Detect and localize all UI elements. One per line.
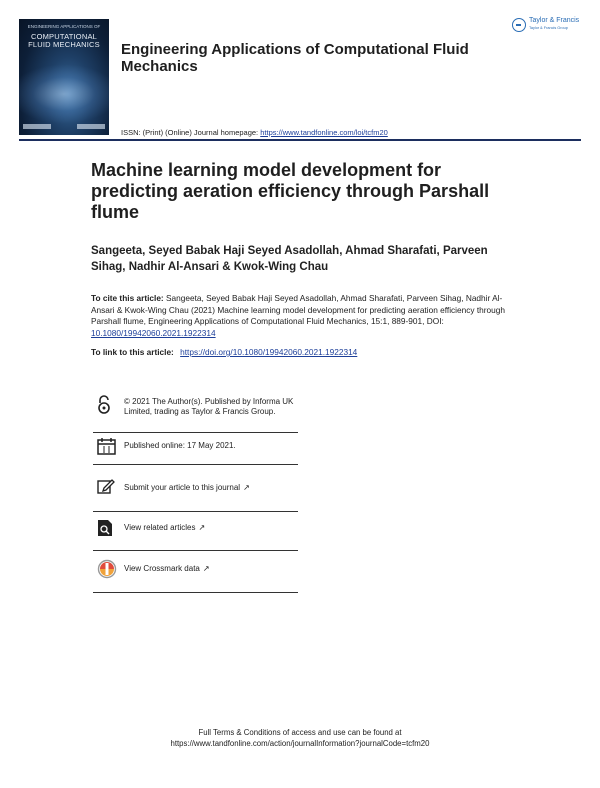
article-title: Machine learning model development for predicting aeration efficiency through Parshall flume bbox=[91, 160, 490, 222]
submit-row[interactable] bbox=[93, 464, 298, 512]
submit-article-link[interactable] bbox=[124, 483, 299, 493]
cover-artwork bbox=[19, 64, 109, 124]
external-link-icon: ↗ bbox=[243, 483, 250, 492]
edit-pencil-icon bbox=[97, 477, 117, 497]
crossmark-label: View Crossmark data bbox=[124, 564, 200, 573]
journal-info-link[interactable]: https://www.tandfonline.com/action/journalInformation?journalCode=tcfm20 bbox=[170, 739, 430, 748]
copyright-notice: © 2021 The Author(s). Published by Informa UK Limited, trading as Taylor & Francis Group. bbox=[124, 397, 294, 416]
external-link-icon: ↗ bbox=[202, 564, 210, 573]
citation-block bbox=[91, 293, 511, 339]
crossmark-icon bbox=[97, 559, 117, 579]
submit-article-label: Submit your article to this journal bbox=[124, 483, 241, 492]
article-link-line bbox=[91, 347, 357, 357]
doi-link[interactable]: 10.1080/19942060.2021.1922314 bbox=[91, 327, 216, 338]
crossmark-link[interactable] bbox=[124, 564, 299, 574]
article-authors: Sangeeta, Seyed Babak Haji Seyed Asadollah, Ahmad Sharafati, Parveen Sihag, Nadhir Al-Ansari & Kwok-Wing Chau bbox=[91, 245, 488, 273]
journal-cover-image bbox=[19, 19, 109, 135]
issn-label: ISSN: (Print) (Online) Journal homepage: bbox=[121, 128, 259, 137]
taylor-francis-logo-icon bbox=[512, 18, 526, 32]
journal-title: Engineering Applications of Computational Fluid Mechanics bbox=[121, 41, 469, 75]
publisher-name: Taylor & Francis bbox=[529, 17, 580, 24]
header-divider bbox=[19, 139, 581, 141]
footer bbox=[0, 727, 600, 749]
crossmark-row[interactable] bbox=[93, 550, 298, 593]
external-link-icon: ↗ bbox=[198, 523, 206, 532]
open-access-icon bbox=[97, 395, 117, 415]
related-articles-label: View related articles bbox=[124, 523, 196, 532]
journal-homepage-link[interactable]: https://www.tandfonline.com/loi/tcfm20 bbox=[260, 128, 388, 137]
article-doi-url-link[interactable]: https://doi.org/10.1080/19942060.2021.1922314 bbox=[180, 347, 358, 357]
issn-line bbox=[121, 128, 388, 137]
link-label: To link to this article: bbox=[91, 347, 174, 357]
published-row bbox=[93, 432, 298, 465]
published-date: Published online: 17 May 2021. bbox=[124, 441, 236, 450]
cover-logos bbox=[23, 124, 105, 132]
publisher-logo bbox=[512, 16, 582, 36]
related-row[interactable] bbox=[93, 511, 298, 551]
cover-title: COMPUTATIONAL FLUID MECHANICS bbox=[28, 32, 100, 49]
calendar-icon bbox=[97, 437, 117, 457]
open-access-row bbox=[93, 393, 298, 433]
related-articles-icon bbox=[97, 519, 117, 539]
cite-label: To cite this article: bbox=[91, 293, 164, 303]
cite-text: Sangeeta, Seyed Babak Haji Seyed Asadollah, Ahmad Sharafati, Parveen Sihag, Nadhir Al-Ansari & Kwok-Wing Chau (2021) Machine learning model development for predicting aeration efficiency through Parshall flume, Engineering Applications of Computational Fluid Mechanics, 15:1, 889-901, DOI: bbox=[91, 293, 505, 326]
terms-text: Full Terms & Conditions of access and use can be found at bbox=[198, 728, 402, 737]
cover-top-text: ENGINEERING APPLICATIONS OF bbox=[27, 24, 101, 29]
publisher-tagline: Taylor & Francis Group bbox=[529, 26, 568, 30]
related-articles-link[interactable] bbox=[124, 523, 299, 533]
